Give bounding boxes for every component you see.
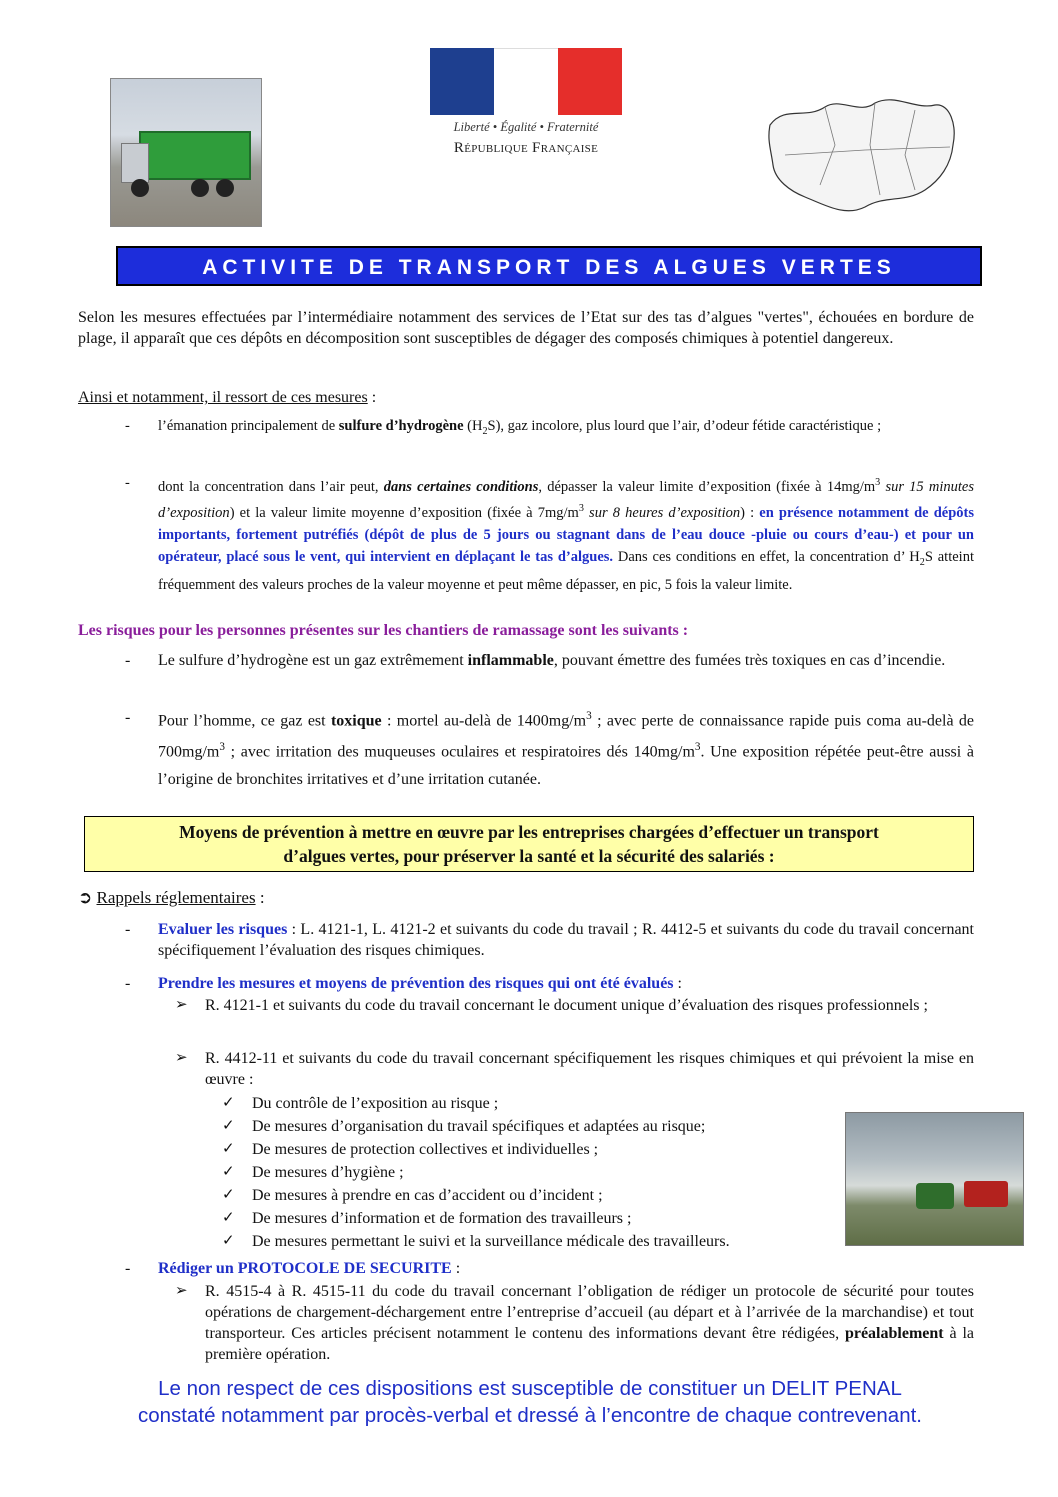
- check-icon: ✓: [222, 1116, 235, 1134]
- rappel-evaluer: [158, 919, 974, 961]
- r2-pre: Pour l’homme, ce gaz est: [158, 712, 331, 730]
- dash-bullet: -: [125, 418, 130, 434]
- check-item: De mesures permettant le suivi et la surveillance médicale des travailleurs.: [252, 1233, 730, 1250]
- check-icon: ✓: [222, 1231, 235, 1249]
- footer-line-2: constaté notamment par procès-verbal et dressé à l’encontre de chaque contrevenant.: [137, 1404, 922, 1427]
- prevention-box: [84, 816, 974, 872]
- r2-bold: toxique: [330, 712, 382, 730]
- marianne-logo: [430, 48, 622, 163]
- prevention-box-line1: Moyens de prévention à mettre en œuvre par les entreprises chargées d’effectuer un transport: [179, 822, 879, 842]
- m2-blue: en présence notamment de dépôts importants, fortement putréfiés (dépôt de plus de 5 jours ou stagnant dans de l’eau douce -pluie ou cours d’eau-) et pour un opérateur, placé sous le vent, qui intervient en déplaçant le tas d’algues.: [158, 504, 975, 565]
- m2-sub: 2: [919, 556, 925, 568]
- triangle-bullet-icon: ➢: [175, 995, 188, 1013]
- truck-container-shape: [139, 131, 251, 180]
- prevention-box-line2: d’algues vertes, pour préserver la santé et la sécurité des salariés :: [283, 846, 775, 866]
- dash-bullet: -: [125, 475, 130, 491]
- rappel-prendre: [158, 973, 974, 994]
- harvest-photo: [845, 1112, 1024, 1246]
- r2-sup2: 3: [219, 741, 225, 754]
- prendre-colon: :: [673, 975, 682, 992]
- rediger-sub-pre: R. 4515-4 à R. 4515-11 du code du travail concernant l’obligation de rédiger un protocole de sécurité pour toutes opérations de chargement-déchargement entre l’entreprise d’accueil (au départ et à l’arrivée de la marchandise) et tout transporteur. Ces articles précisent notamment le contenu des informations devant être rédigées,: [205, 1283, 974, 1342]
- m2-sup2: 3: [578, 502, 584, 514]
- rappels-colon: :: [255, 888, 265, 907]
- rediger-label: Rédiger un PROTOCOLE DE SECURITE: [158, 1260, 452, 1277]
- arrow-icon: ➲: [78, 888, 93, 908]
- motto: Liberté • Égalité • Fraternité: [453, 120, 599, 134]
- m1-pre: l’émanation principalement de: [158, 418, 339, 434]
- r2-sup3: 3: [694, 741, 701, 754]
- measure-item-1: [158, 415, 974, 443]
- m1-bold: sulfure d’hydrogène: [338, 418, 464, 434]
- risks-heading: Les risques pour les personnes présentes sur les chantiers de ramassage sont les suivants :: [78, 622, 689, 639]
- republic-name: République Française: [453, 140, 599, 156]
- wheel-shape: [191, 179, 209, 197]
- check-icon: ✓: [222, 1093, 235, 1111]
- m1-sub: 2: [482, 425, 488, 437]
- m2-sup1: 3: [875, 477, 881, 488]
- dash-bullet: -: [125, 652, 131, 669]
- check-item: De mesures d’organisation du travail spécifiques et adaptées au risque;: [252, 1118, 706, 1135]
- triangle-bullet-icon: ➢: [175, 1048, 188, 1066]
- r2-sup1: 3: [586, 710, 592, 722]
- triangle-bullet-icon: ➢: [175, 1281, 188, 1299]
- r2-a: : mortel au-delà de 1400mg/m: [381, 712, 587, 730]
- dash-bullet: -: [125, 975, 131, 992]
- m2-b-i: sur 15 minutes d’exposition: [158, 478, 975, 521]
- dash-bullet: -: [125, 921, 131, 938]
- m2-a-bi: dans certaines conditions: [383, 478, 539, 495]
- m1-post: S), gaz incolore, plus lourd que l’air, d’odeur fétide caractéristique ;: [487, 418, 882, 434]
- check-item: De mesures de protection collectives et individuelles ;: [252, 1141, 599, 1158]
- check-icon: ✓: [222, 1139, 235, 1157]
- trailer-shape: [964, 1181, 1008, 1207]
- prendre-label: Prendre les mesures et moyens de prévention des risques qui ont été évalués: [158, 975, 674, 992]
- m2-a: dont la concentration dans l’air peut,: [158, 478, 384, 495]
- rappels-heading: [78, 887, 678, 909]
- r1-post: , pouvant émettre des fumées très toxiques en cas d’incendie.: [553, 652, 946, 669]
- rediger-sub: [205, 1281, 974, 1365]
- rappel-rediger: [158, 1258, 974, 1279]
- check-item: De mesures d’hygiène ;: [252, 1164, 404, 1181]
- check-icon: ✓: [222, 1185, 235, 1203]
- risk-item-1: [158, 650, 974, 671]
- m1-mid: (H: [463, 418, 483, 434]
- prendre-sub-2: R. 4412-11 et suivants du code du travail concernant spécifiquement les risques chimiques et qui prévoient la mise en œuvre :: [205, 1050, 974, 1088]
- evaluer-label: Evaluer les risques: [158, 921, 288, 938]
- m2-c: ) et la valeur limite moyenne d’exposition (fixée à 7mg/m: [229, 504, 579, 521]
- rappels-label: Rappels réglementaires: [96, 888, 256, 907]
- truck-cab-shape: [121, 143, 149, 183]
- dash-bullet: -: [125, 1260, 131, 1277]
- measures-heading-colon: :: [367, 389, 377, 406]
- check-item: De mesures d’information et de formation des travailleurs ;: [252, 1210, 632, 1227]
- rediger-sub-bold: préalablement: [844, 1325, 944, 1342]
- intro-paragraph: Selon les mesures effectuées par l’intermédiaire notamment des services de l’Etat sur des tas d’algues "vertes", échouées en bordure de plage, il apparaît que ces dépôts en décomposition sont susceptibles de dégager des composés chimiques à potentiel dangereux.: [78, 309, 974, 347]
- m2-e: Dans ces conditions en effet, la concentration d’ H: [613, 548, 920, 565]
- truck-photo: [110, 78, 262, 227]
- evaluer-text: : L. 4121-1, L. 4121-2 et suivants du code du travail ; R. 4412-5 et suivants du code du travail concernant spécifiquement l’évaluation des risques chimiques.: [158, 921, 974, 959]
- r1-bold: inflammable: [467, 652, 554, 669]
- wheel-shape: [216, 179, 234, 197]
- rediger-colon: :: [451, 1260, 461, 1277]
- tractor-shape: [916, 1183, 954, 1209]
- m2-d: ) :: [740, 504, 760, 521]
- measures-heading-text: Ainsi et notamment, il ressort de ces mesures: [78, 389, 368, 406]
- dash-bullet: -: [125, 709, 131, 726]
- r2-d: . Une exposition répétée peut-être aussi à l’origine de bronchites irritatives et d’une irritation cutanée.: [158, 743, 975, 788]
- m2-b: , dépasser la valeur limite d’exposition (fixée à 14mg/m: [538, 478, 876, 495]
- r2-c: ; avec irritation des muqueuses oculaires et respiratoires dés 140mg/m: [224, 743, 695, 761]
- m2-f: S atteint fréquemment des valeurs proches de la valeur moyenne et peut même dépasser, en pic, 5 fois la valeur limite.: [158, 548, 974, 593]
- footer-line-1: Le non respect de ces dispositions est susceptible de constituer un DELIT PENAL: [158, 1377, 902, 1400]
- check-item: De mesures à prendre en cas d’accident ou d’incident ;: [252, 1187, 603, 1204]
- risk-item-2: [158, 703, 974, 793]
- wheel-shape: [131, 179, 149, 197]
- check-icon: ✓: [222, 1208, 235, 1226]
- brittany-map: [765, 85, 960, 230]
- check-icon: ✓: [222, 1162, 235, 1180]
- r2-b: ; avec perte de connaissance rapide puis coma au-delà de 700mg/m: [158, 712, 974, 761]
- measures-heading: [78, 387, 974, 408]
- measure-item-2: [158, 472, 974, 596]
- page-title: ACTIVITE DE TRANSPORT DES ALGUES VERTES: [116, 246, 982, 286]
- rediger-sub-post: à la première opération.: [205, 1325, 974, 1363]
- prendre-sub-1: R. 4121-1 et suivants du code du travail concernant le document unique d’évaluation des risques professionnels ;: [205, 997, 928, 1014]
- r1-pre: Le sulfure d’hydrogène est un gaz extrêmement: [158, 652, 468, 669]
- check-item: Du contrôle de l’exposition au risque ;: [252, 1095, 499, 1112]
- m2-c-i: sur 8 heures d’exposition: [583, 504, 741, 521]
